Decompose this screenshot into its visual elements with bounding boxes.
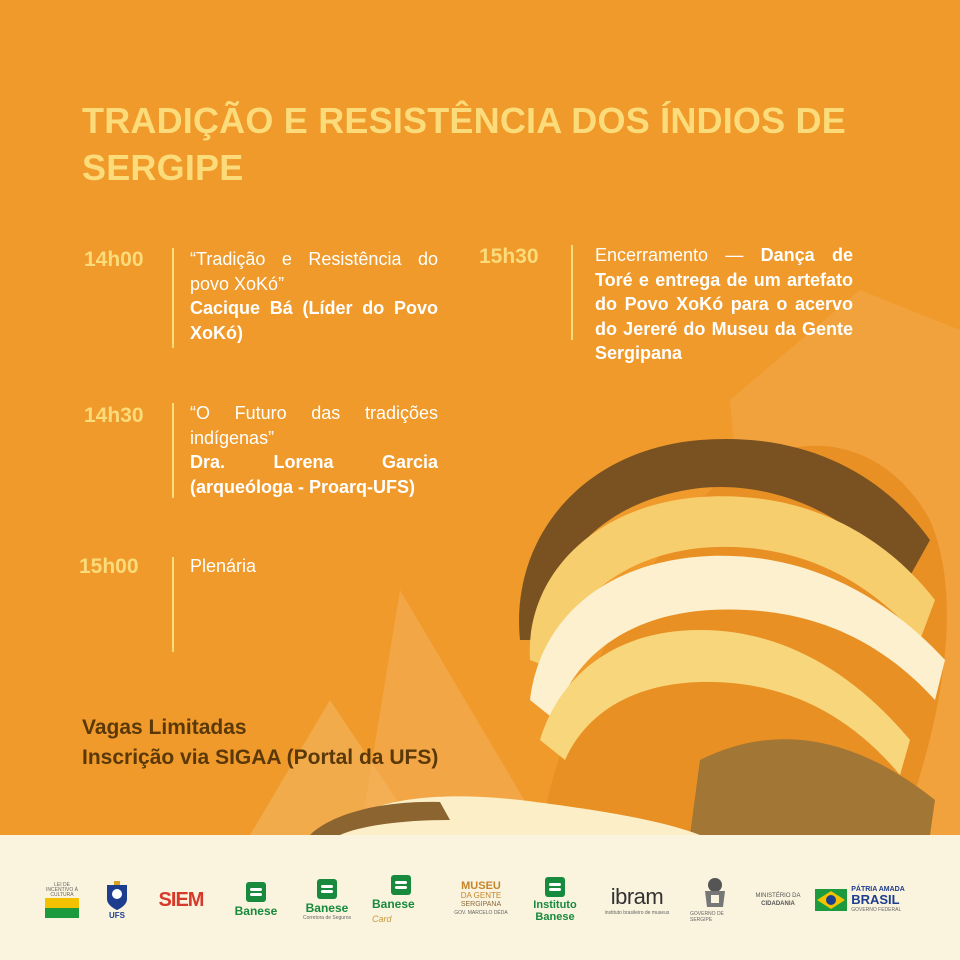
ibram-logo: ibram instituto brasileiro de museus: [604, 884, 670, 916]
ufs-crest-icon: [105, 881, 129, 911]
divider-line: [172, 248, 174, 348]
museu-gente-sergipana-logo: MUSEU DA GENTE SERGIPANA GOV. MARCELO DÉDA: [454, 880, 508, 916]
time-1500: 15h00: [79, 555, 139, 578]
time-1430: 14h30: [84, 404, 144, 427]
banese-icon: [391, 875, 411, 895]
talk-title: “O Futuro das tradições indígenas”: [190, 403, 438, 448]
talk-title: Encerramento —: [595, 245, 744, 265]
sergipe-coat-of-arms-icon: [700, 877, 730, 911]
divider-line: [172, 403, 174, 498]
banese-icon: [246, 882, 266, 902]
talk-title: Plenária: [190, 556, 257, 576]
limited-spots-text: Vagas Limitadas: [82, 716, 247, 739]
lei-incentivo-logo: LEI DE INCENTIVO À CULTURA: [44, 875, 80, 925]
ufs-logo: UFS: [102, 875, 132, 925]
session-1500: [190, 554, 438, 579]
registration-info: [82, 713, 438, 773]
sponsor-logo-strip: [0, 835, 960, 960]
ministerio-cidadania-logo: MINISTÉRIO DA CIDADANIA: [755, 893, 801, 907]
banese-logo: Banese: [229, 875, 283, 925]
divider-line: [571, 245, 573, 340]
brazil-flag-icon: [815, 889, 847, 911]
session-1430: [190, 401, 438, 499]
banese-card-logo: Banese Card: [372, 875, 430, 925]
banese-seguros-logo: Banese Corretora de Seguros: [299, 875, 355, 925]
session-1530: [595, 243, 853, 366]
flag-icon: [45, 898, 79, 918]
session-1400: [190, 247, 438, 345]
banese-icon: [545, 877, 565, 897]
speaker-name: Dra. Lorena Garcia (arqueóloga - Proarq-UFS): [190, 452, 438, 497]
divider-line: [172, 557, 174, 652]
closing-description: Dança de Toré e entrega de um artefato do Povo XoKó para o acervo do Jereré do Museu da Gente Sergipana: [595, 245, 853, 363]
talk-title: “Tradição e Resistência do povo XoKó”: [190, 249, 438, 294]
speaker-name: Cacique Bá (Líder do Povo XoKó): [190, 298, 438, 343]
time-1530: 15h30: [479, 245, 539, 268]
brasil-governo-federal-logo: PÁTRIA AMADA BRASIL GOVERNO FEDERAL: [810, 875, 910, 925]
time-1400: 14h00: [84, 248, 144, 271]
siem-logo: SIEM: [158, 888, 204, 911]
banese-icon: [317, 879, 337, 899]
instituto-banese-logo: Instituto Banese: [530, 875, 580, 925]
registration-text: Inscrição via SIGAA (Portal da UFS): [82, 746, 439, 769]
governo-sergipe-logo: GOVERNO DE SERGIPE: [690, 875, 740, 925]
poster-title: TRADIÇÃO E RESISTÊNCIA DOS ÍNDIOS DE SERGIPE: [82, 100, 846, 188]
